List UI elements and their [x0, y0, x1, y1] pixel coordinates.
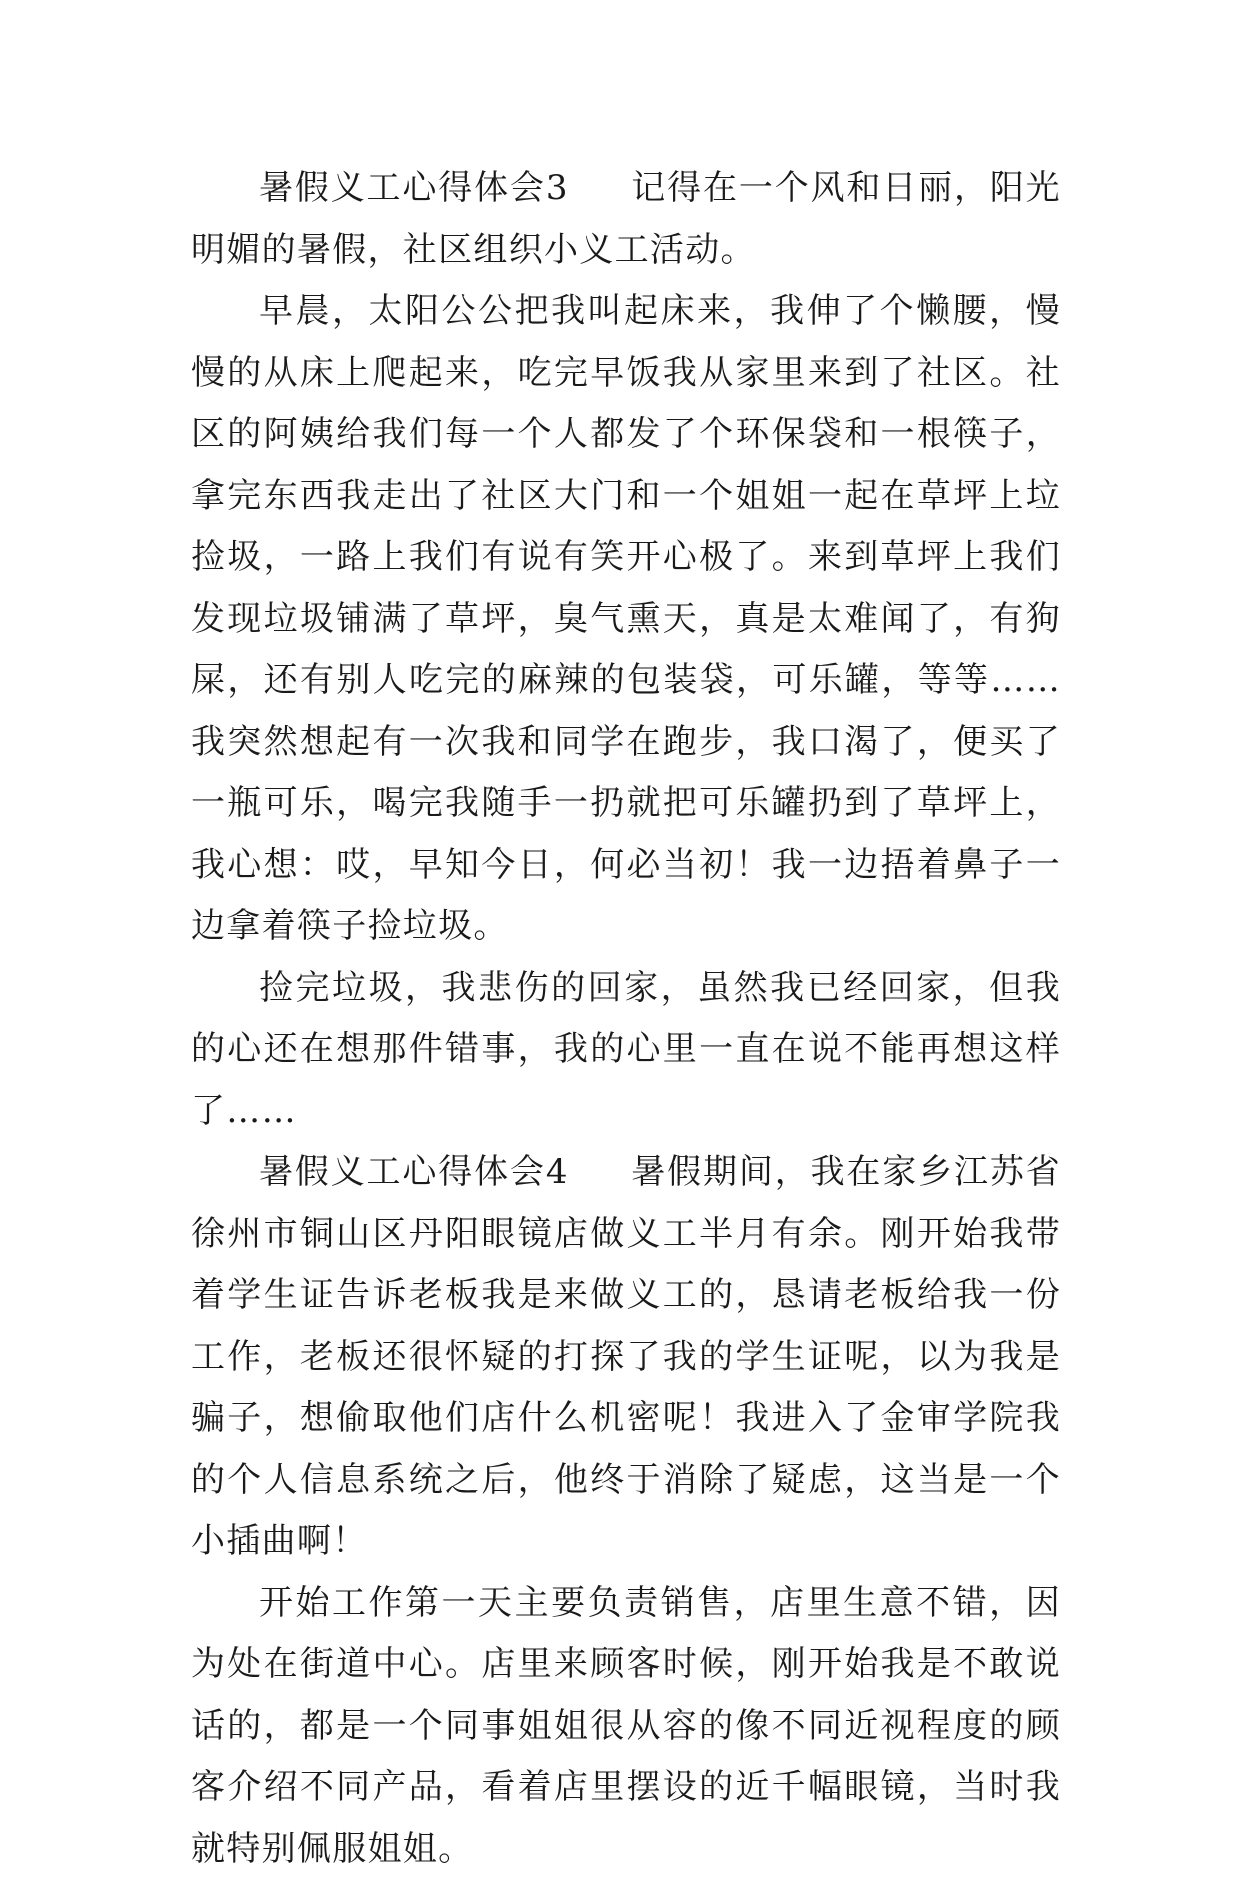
section-4-intro-paragraph: [191, 1142, 1061, 1573]
section-3-intro-paragraph: [191, 158, 1061, 281]
section-3-paragraph-2: 早晨，太阳公公把我叫起床来，我伸了个懒腰，慢慢的从床上爬起来，吃完早饭我从家里来到了社区。社区的阿姨给我们每一个人都发了个环保袋和一根筷子，拿完东西我走出了社区大门和一个姐姐一起在草坪上垃捡圾，一路上我们有说有笑开心极了。来到草坪上我们发现垃圾铺满了草坪，臭气熏天，真是太难闻了，有狗屎，还有别人吃完的麻辣的包装袋，可乐罐，等等……我突然想起有一次我和同学在跑步，我口渴了，便买了一瓶可乐，喝完我随手一扔就把可乐罐扔到了草坪上，我心想：哎，早知今日，何必当初！我一边捂着鼻子一边拿着筷子捡垃圾。: [191, 281, 1061, 958]
section-3-heading: 暑假义工心得体会3: [259, 168, 569, 208]
section-3-paragraph-1: 记得在一个风和日丽，阳光明媚的暑假，社区组织小义工活动。: [191, 168, 1061, 270]
section-4-paragraph-2: 开始工作第一天主要负责销售，店里生意不错，因为处在街道中心。店里来顾客时候，刚开始我是不敢说话的，都是一个同事姐姐很从容的像不同近视程度的顾客介绍不同产品，看着店里摆设的近千幅眼镜，当时我就特别佩服姐姐。: [191, 1573, 1061, 1880]
section-4-paragraph-1: 暑假期间，我在家乡江苏省徐州市铜山区丹阳眼镜店做义工半月有余。刚开始我带着学生证告诉老板我是来做义工的，恳请老板给我一份工作，老板还很怀疑的打探了我的学生证呢，以为我是骗子，想偷取他们店什么机密呢！我进入了金审学院我的个人信息系统之后，他终于消除了疑虑，这当是一个小插曲啊！: [191, 1152, 1061, 1561]
section-4-heading: 暑假义工心得体会4: [259, 1152, 569, 1192]
section-3-paragraph-3: 捡完垃圾，我悲伤的回家，虽然我已经回家，但我的心还在想那件错事，我的心里一直在说不能再想这样了……: [191, 958, 1061, 1143]
document-body: [191, 158, 1061, 1880]
